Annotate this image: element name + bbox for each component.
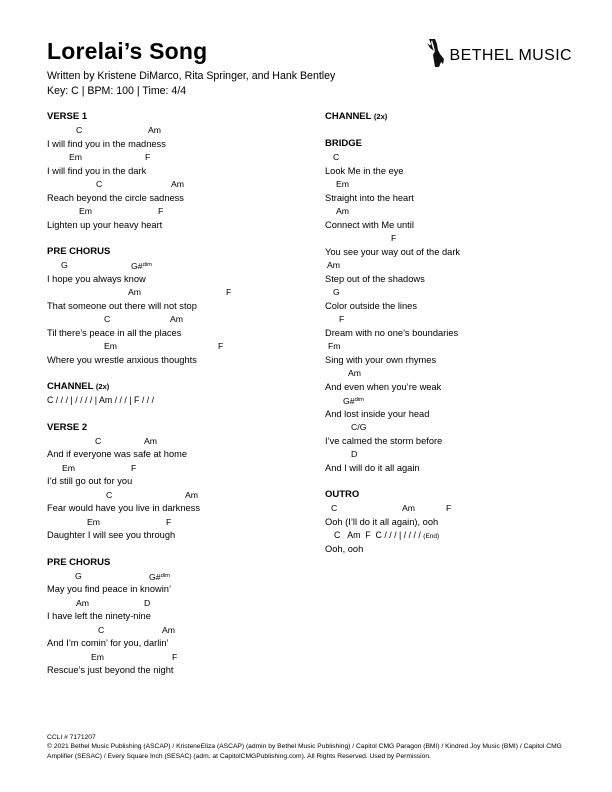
chord: G [61, 260, 68, 270]
lyric-line: Dream with no one’s boundaries [325, 327, 459, 338]
chord-line [47, 462, 297, 476]
lyric-line: Color outside the lines [325, 300, 417, 311]
chord-line [47, 516, 297, 530]
section-heading: VERSE 1 [47, 111, 88, 122]
lyric-line: You see your way out of the dark [325, 246, 461, 257]
lyric-line: Fear would have you live in darkness [47, 503, 200, 513]
chord: Em [91, 651, 105, 662]
chord-line [325, 367, 575, 381]
chord-line [47, 570, 297, 584]
chord: F [218, 341, 224, 351]
pre-chorus-1 [47, 245, 297, 367]
lyric-line: Lighten up your heavy heart [47, 219, 163, 230]
chord-line [47, 489, 297, 503]
chord: Am [170, 314, 184, 324]
chord: F [131, 462, 137, 473]
lyric-line: And if everyone was safe at home [47, 449, 188, 459]
chord: Am [348, 368, 362, 378]
chord: C [333, 152, 340, 162]
chord: G [333, 287, 340, 297]
chord: F [339, 314, 345, 324]
chord-line [325, 232, 575, 246]
chord: Am [76, 597, 90, 608]
chord: Am [162, 624, 176, 635]
lyric-line: I will find you in the dark [47, 165, 147, 176]
lyric-line: I hope you always know [47, 273, 146, 284]
chord: Am [144, 435, 158, 446]
section-heading: VERSE 2 [47, 421, 88, 433]
chord: F [226, 287, 232, 297]
lyric-line: Ooh (I’ll do it all again), ooh [325, 516, 439, 527]
section-heading: CHANNEL (2x) [325, 111, 388, 122]
song-header [47, 38, 572, 99]
chord-line [47, 124, 297, 138]
chord-progression: C / / / | / / / / | Am / / / | F / / / [47, 395, 155, 405]
chord: F [158, 206, 164, 216]
chord: Am [171, 179, 185, 189]
chord: Am [148, 125, 162, 135]
lyric-line: And even when you’re weak [325, 381, 442, 392]
lyric-line: I will find you in the madness [47, 138, 166, 149]
pre-chorus-2 [47, 556, 297, 678]
copyright-notice: © 2021 Bethel Music Publishing (ASCAP) / KristeneEliza (ASCAP) (admin by Bethel Music Publishing) / Capitol CMG Paragon (BMI) / Kindred Joy Music (BMI) / Capitol CMG Amplifier (SESAC) / Every Square Inch (SESAC) (adm. at CapitolCMGPublishing.com). All Rights Reserved. Used by Permission. [47, 743, 562, 760]
chord-line [47, 313, 297, 327]
chord: Am [327, 260, 341, 270]
section-heading: PRE CHORUS [47, 246, 111, 257]
chord-line [47, 205, 297, 219]
chord: Am [336, 206, 350, 216]
chord-line [47, 286, 297, 300]
chord: G [75, 570, 82, 581]
chord: Em [62, 462, 76, 473]
chord: C [104, 314, 111, 324]
logo-wordmark: BETHEL MUSIC [449, 46, 572, 64]
song-title: Lorelai’s Song [47, 38, 208, 64]
chord-line [325, 313, 575, 327]
chord-line [325, 340, 575, 354]
verse-2 [47, 421, 297, 543]
lyric-line: Til there’s peace in all the places [47, 327, 182, 338]
chord: Am [128, 287, 142, 297]
chord: G#$^{dim}$ [131, 261, 152, 271]
lyric-line: Ooh, ooh [325, 543, 364, 554]
lyric-line: Where you wrestle anxious thoughts [47, 354, 197, 365]
chord: C/G [351, 422, 367, 432]
chord-line [325, 502, 575, 516]
chord: Fm [328, 341, 341, 351]
chord: F [446, 503, 452, 513]
lyric-line: I’d still go out for you [47, 476, 133, 486]
chord-line [325, 394, 575, 408]
lyric-line: And I’m comin’ for you, darlin’ [47, 638, 169, 648]
chord: C [76, 125, 83, 135]
chord-line [47, 151, 297, 165]
channel-1 [47, 380, 297, 408]
chord: Em [87, 516, 101, 527]
lyric-line: Connect with Me until [325, 219, 414, 230]
right-column [325, 110, 575, 569]
section-heading: PRE CHORUS [47, 556, 111, 568]
chord: Em [104, 341, 118, 351]
copyright-footer [47, 733, 567, 761]
chord: G#$^{dim}$ [343, 396, 364, 406]
lyric-line: Step out of the shadows [325, 273, 425, 284]
chord-line [325, 178, 575, 192]
lyric-line: May you find peace in knowin’ [47, 584, 172, 594]
chord: C [95, 435, 102, 446]
lyric-line: That someone out there will not stop [47, 300, 197, 311]
chord: Em [69, 152, 83, 162]
section-heading: CHANNEL (2x) [47, 381, 110, 392]
chord: C [98, 624, 105, 635]
chord: D [144, 597, 151, 608]
song-credits: Written by Kristene DiMarco, Rita Springer, and Hank Bentley [47, 70, 336, 82]
chord-line [47, 340, 297, 354]
repeat-note: (2x) [373, 112, 388, 121]
chord: D [351, 449, 358, 459]
chord-line [325, 421, 575, 435]
lyric-line: I’ve calmed the storm before [325, 435, 443, 446]
song-key-tempo: Key: C | BPM: 100 | Time: 4/4 [47, 85, 187, 97]
chord: Am [185, 489, 199, 500]
chord-line [47, 178, 297, 192]
section-heading: OUTRO [325, 489, 360, 500]
chord: Am [402, 503, 416, 513]
chord: Em [336, 179, 350, 189]
chord-progression: C Am F C / / / | / / / / (End) [334, 530, 440, 540]
chord: F [391, 233, 397, 243]
chord: F [172, 651, 178, 662]
lyric-line: Look Me in the eye [325, 165, 404, 176]
bethel-music-logo [426, 38, 572, 73]
lyric-line: Rescue’s just beyond the night [47, 665, 174, 675]
chord: F [145, 152, 151, 162]
lyric-line: I have left the ninety-nine [47, 611, 151, 621]
channel-2 [325, 110, 575, 124]
chord-line [325, 205, 575, 219]
chord-line [325, 286, 575, 300]
outro [325, 488, 575, 556]
chord-line [47, 435, 297, 449]
chord-line [47, 651, 297, 665]
lyric-line: Reach beyond the circle sadness [47, 192, 184, 203]
lyric-line: Daughter I will see you through [47, 530, 176, 540]
chord: G#$^{dim}$ [149, 571, 170, 582]
chord: C [331, 503, 338, 513]
lyric-line: Sing with your own rhymes [325, 354, 437, 365]
chord-line [47, 624, 297, 638]
end-note: (End) [423, 533, 440, 540]
chord: C [106, 489, 113, 500]
chord-line [47, 597, 297, 611]
chord-line [325, 151, 575, 165]
chord: C [96, 179, 103, 189]
chord: F [166, 516, 172, 527]
stag-head-icon [426, 38, 446, 73]
lyric-line: And I will do it all again [325, 462, 420, 473]
chord: Em [79, 206, 93, 216]
lyric-line: Straight into the heart [325, 192, 414, 203]
chord-line [325, 259, 575, 273]
repeat-note: (2x) [95, 382, 110, 391]
chord-line [325, 448, 575, 462]
left-column [47, 110, 297, 691]
bridge [325, 137, 575, 475]
verse-1 [47, 110, 297, 232]
ccli-number: CCLI # 7171207 [47, 734, 96, 741]
lyric-line: And lost inside your head [325, 408, 430, 419]
chord-line [47, 259, 297, 273]
section-heading: BRIDGE [325, 138, 362, 149]
